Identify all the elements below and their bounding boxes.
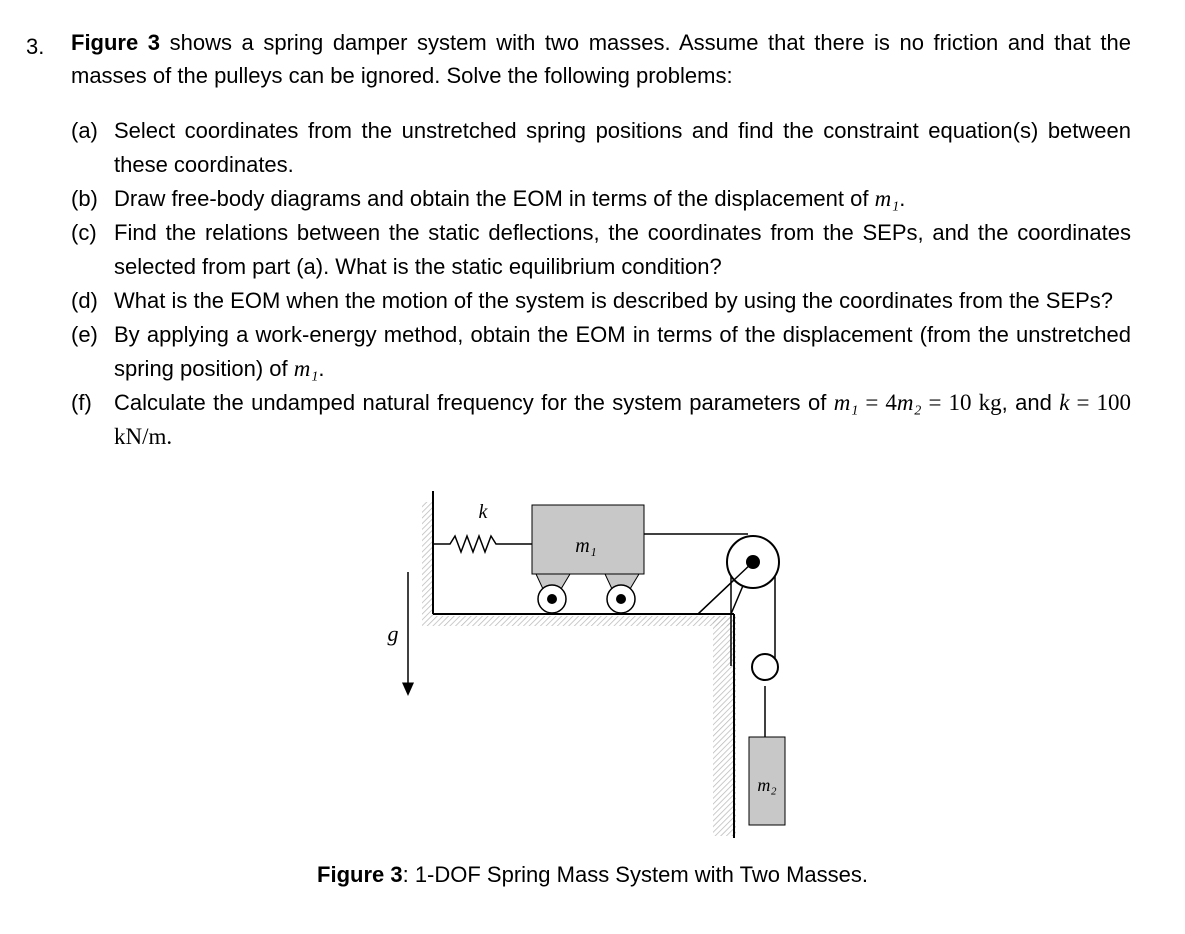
part-d — [71, 284, 1131, 318]
intro-text: shows a spring damper system with two masses. Assume that there is no friction and that the masses of the pulleys can be ignored. Solve the following problems: — [71, 30, 1131, 88]
gravity-label: g — [387, 621, 399, 646]
part-text: What is the EOM when the motion of the system is described by using the coordinates from the SEPs? — [114, 288, 1114, 313]
problem-number: 3. — [26, 34, 45, 59]
part-tail: . — [899, 186, 906, 211]
part-math-m2: m₂ — [896, 390, 922, 415]
gravity-indicator — [388, 572, 409, 690]
mass-2 — [749, 737, 785, 825]
part-eq1: = 4 — [858, 390, 897, 415]
problem-intro — [71, 26, 1131, 92]
part-math: m₁ — [293, 356, 319, 381]
part-e — [71, 318, 1131, 386]
part-text: Select coordinates from the unstretched spring positions and find the constraint equation(s) between these coordinates. — [114, 118, 1131, 177]
part-math-k: k — [1059, 390, 1070, 415]
figure-svg — [380, 486, 800, 846]
part-text: Calculate the undamped natural frequency for the system parameters of — [114, 390, 834, 415]
part-a — [71, 114, 1131, 182]
figure-caption — [0, 858, 1185, 892]
part-eq3: = 100 kN/m — [114, 390, 1131, 449]
part-math: m₁ — [874, 186, 900, 211]
caption-text: : 1-DOF Spring Mass System with Two Masses. — [402, 862, 868, 887]
part-label: (d) — [71, 288, 98, 313]
part-label: (c) — [71, 220, 97, 245]
part-text: By applying a work-energy method, obtain the EOM in terms of the displacement (from the unstretched spring position) of — [114, 322, 1131, 381]
spring — [433, 501, 532, 552]
figure-reference: Figure 3 — [71, 30, 161, 55]
part-f — [71, 386, 1131, 454]
part-math-m1: m₁ — [833, 390, 859, 415]
spring-mass-figure — [380, 486, 800, 846]
part-tail: . — [318, 356, 325, 381]
spring-label: k — [478, 501, 488, 523]
part-c — [71, 216, 1131, 284]
part-label: (e) — [71, 322, 98, 347]
part-label: (a) — [71, 118, 98, 143]
part-label: (f) — [71, 390, 92, 415]
fixed-pulley — [698, 536, 779, 614]
movable-pulley — [752, 654, 778, 680]
part-text: Draw free-body diagrams and obtain the EOM in terms of the displacement of — [114, 186, 875, 211]
part-mid: , and — [1001, 390, 1060, 415]
part-tail: . — [166, 424, 173, 449]
part-b — [71, 182, 1131, 216]
mass-1-label: m₁ — [575, 535, 597, 557]
mass-2-label: m₂ — [757, 775, 777, 795]
part-text: Find the relations between the static deflections, the coordinates from the SEPs, and the coordinates selected from part (a). What is the static equilibrium condition? — [114, 220, 1131, 279]
part-eq2: = 10 kg — [921, 390, 1002, 415]
mass-1-cart — [532, 505, 644, 613]
part-label: (b) — [71, 186, 98, 211]
caption-label: Figure 3 — [317, 862, 403, 887]
parts-list — [71, 114, 1131, 454]
